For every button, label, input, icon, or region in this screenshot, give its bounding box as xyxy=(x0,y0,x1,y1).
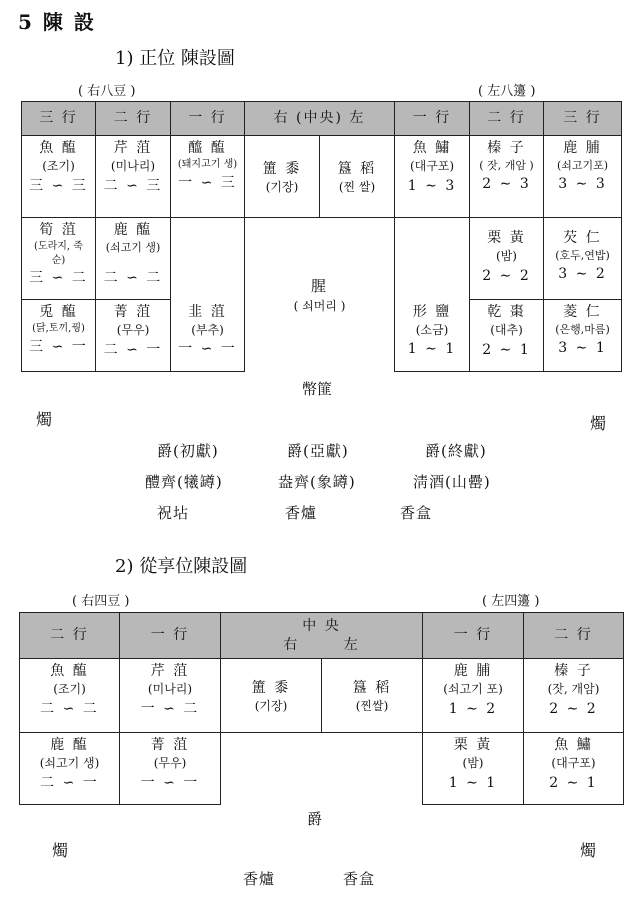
dish-cell: 榛 子 ( 잣, 개암 ) 2 ∼ 3 xyxy=(470,136,544,218)
section-title: 5 陳 設 xyxy=(18,10,96,34)
wine-3: 淸酒(山罍) xyxy=(413,473,491,491)
dish-cell: 兎 醢 (닭,토끼,꿩) 三 ∽ 一 xyxy=(22,300,96,372)
part1-title: 1) 正位 陳設圖 xyxy=(115,48,235,69)
dish-cell: 簋 稻 (찐쌀) xyxy=(322,659,423,733)
dish-cell: 形 鹽 (소금) 1 ∼ 1 xyxy=(395,300,470,372)
dish-cell: 芹 菹 (미나리) 一 ∽ 二 xyxy=(120,659,221,733)
incense-box-2: 香盒 xyxy=(343,870,376,888)
dish-cell: 醯 醢 (돼지고기 생) 一 ∽ 三 xyxy=(171,136,245,218)
dish-cell: 簋 稻 (찐 쌀) xyxy=(320,136,395,218)
header-right-side: 右 xyxy=(283,636,300,653)
header-right-2: 二 行 xyxy=(524,613,624,659)
header-left-side: 左 xyxy=(343,636,360,653)
dish-cell: 筍 菹 (도라지, 죽순) 三 ∽ 二 xyxy=(22,218,96,300)
dish-cell: 鹿 脯 (쇠고기 포) 1 ∼ 2 xyxy=(423,659,524,733)
candle-right-2: 燭 xyxy=(580,841,597,860)
wine-1: 醴齊(犧罇) xyxy=(145,473,223,491)
dish-cell: 魚 鱐 (대구포) 2 ∼ 1 xyxy=(524,733,624,805)
incense-box: 香盒 xyxy=(400,504,433,522)
dish-cell: 菁 菹 (무우) 一 ∽ 一 xyxy=(120,733,221,805)
dish-cell: 鹿 醢 (쇠고기 생) 二 ∽ 二 xyxy=(96,218,171,300)
dish-cell: 簠 黍 (기장) xyxy=(221,659,322,733)
dish-cell: 簠 黍 (기장) xyxy=(245,136,320,218)
dish-cell: 栗 黃 (밤) 2 ∼ 2 xyxy=(470,218,544,300)
dish-cell: 魚 醢 (조기) 三 ∽ 三 xyxy=(22,136,96,218)
center-dish-korean: ( 쇠머리 ) xyxy=(293,298,346,313)
cup: 爵 xyxy=(307,810,324,828)
dish-cell: 魚 鱐 (대구포) 1 ∼ 3 xyxy=(395,136,470,218)
offering-basket: 幣篚 xyxy=(302,380,333,398)
header-left-3: 三 行 xyxy=(22,102,96,136)
part2-table xyxy=(19,612,624,805)
dish-cell: 栗 黃 (밤) 1 ∼ 1 xyxy=(423,733,524,805)
dish-cell: 菁 菹 (무우) 二 ∽ 一 xyxy=(96,300,171,372)
header-right-3: 三 行 xyxy=(544,102,622,136)
part1-right-label: ( 左八籩 ) xyxy=(478,84,536,99)
incense-burner: 香爐 xyxy=(285,504,318,522)
empty-cell xyxy=(221,733,322,805)
dish-cell: 芡 仁 (호두,연밥) 3 ∼ 2 xyxy=(544,218,622,300)
part2-right-label: ( 左四籩 ) xyxy=(482,594,540,609)
part2-left-label: ( 右四豆 ) xyxy=(72,594,130,609)
cup-second: 爵(亞獻) xyxy=(287,442,349,460)
candle-left: 燭 xyxy=(36,410,53,429)
prayer-stand: 祝坫 xyxy=(157,504,190,522)
empty-cell xyxy=(395,218,470,300)
header-center: 右 (中央) 左 xyxy=(245,102,395,136)
part1-table xyxy=(21,101,622,372)
dish-cell: 乾 棗 (대추) 2 ∼ 1 xyxy=(470,300,544,372)
empty-cell xyxy=(322,733,423,805)
candle-left-2: 燭 xyxy=(52,841,69,860)
cup-final: 爵(終獻) xyxy=(425,442,487,460)
header-left-1: 一 行 xyxy=(171,102,245,136)
dish-cell: 鹿 醢 (쇠고기 생) 二 ∽ 一 xyxy=(20,733,120,805)
dish-cell: 韭 菹 (부추) 一 ∽ 一 xyxy=(171,300,245,372)
dish-cell: 芹 菹 (미나리) 二 ∽ 三 xyxy=(96,136,171,218)
dish-cell: 鹿 脯 (쇠고기포) 3 ∼ 3 xyxy=(544,136,622,218)
dish-cell: 魚 醢 (조기) 二 ∽ 二 xyxy=(20,659,120,733)
header-left-1: 一 行 xyxy=(120,613,221,659)
header-center-label: 中 央 xyxy=(302,618,341,635)
dish-cell: 菱 仁 (은행,마름) 3 ∼ 1 xyxy=(544,300,622,372)
header-right-2: 二 行 xyxy=(470,102,544,136)
part1-left-label: ( 右八豆 ) xyxy=(78,84,136,99)
header-left-2: 二 行 xyxy=(20,613,120,659)
header-center xyxy=(221,613,423,659)
center-cell xyxy=(245,218,395,372)
center-dish: 腥 xyxy=(311,277,329,296)
candle-right: 燭 xyxy=(590,414,607,433)
header-right-1: 一 行 xyxy=(423,613,524,659)
empty-cell xyxy=(171,218,245,300)
dish-cell: 榛 子 (잣, 개암) 2 ∼ 2 xyxy=(524,659,624,733)
header-left-2: 二 行 xyxy=(96,102,171,136)
cup-first: 爵(初獻) xyxy=(157,442,219,460)
incense-burner-2: 香爐 xyxy=(243,870,276,888)
part2-title: 2) 從享位陳設圖 xyxy=(115,556,248,577)
wine-2: 盎齊(象罇) xyxy=(278,473,356,491)
header-right-1: 一 行 xyxy=(395,102,470,136)
